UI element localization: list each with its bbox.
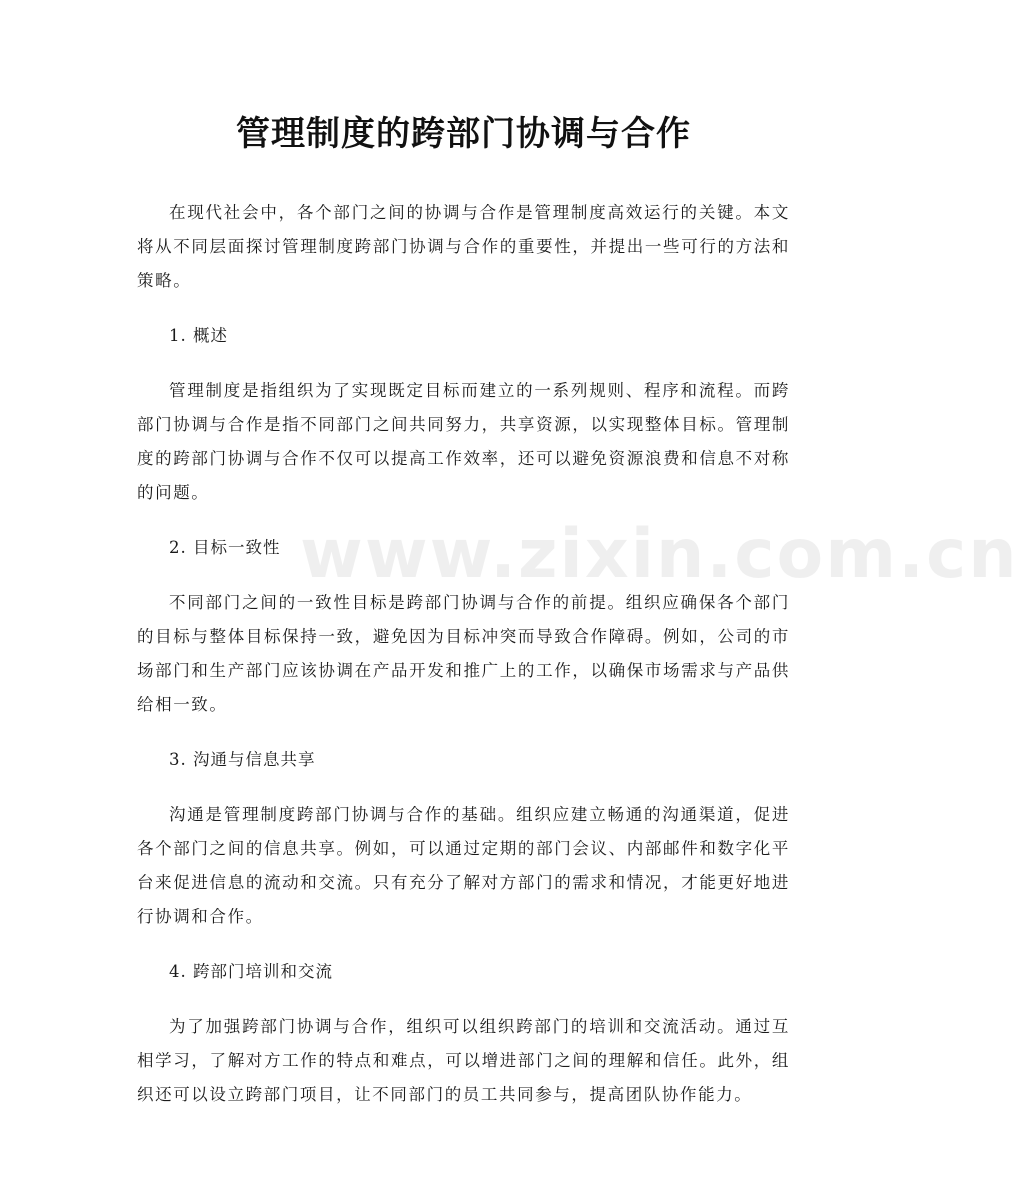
section-training <box>137 955 790 1112</box>
page-title: 管理制度的跨部门协调与合作 <box>236 114 691 154</box>
section-heading: 1. 概述 <box>169 326 228 345</box>
section-heading: 2. 目标一致性 <box>169 538 281 557</box>
section-body: 不同部门之间的一致性目标是跨部门协调与合作的前提。组织应确保各个部门的目标与整体目标保持一致，避免因为目标冲突而导致合作障碍。例如，公司的市场部门和生产部门应该协调在产品开发和推广上的工作，以确保市场需求与产品供给相一致。 <box>137 593 790 714</box>
section-body: 沟通是管理制度跨部门协调与合作的基础。组织应建立畅通的沟通渠道，促进各个部门之间的信息共享。例如，可以通过定期的部门会议、内部邮件和数字化平台来促进信息的流动和交流。只有充分了解对方部门的需求和情况，才能更好地进行协调和合作。 <box>137 805 790 926</box>
section-body: 为了加强跨部门协调与合作，组织可以组织跨部门的培训和交流活动。通过互相学习，了解对方工作的特点和难点，可以增进部门之间的理解和信任。此外，组织还可以设立跨部门项目，让不同部门的员工共同参与，提高团队协作能力。 <box>137 1017 790 1104</box>
section-body: 管理制度是指组织为了实现既定目标而建立的一系列规则、程序和流程。而跨部门协调与合作是指不同部门之间共同努力，共享资源，以实现整体目标。管理制度的跨部门协调与合作不仅可以提高工作效率，还可以避免资源浪费和信息不对称的问题。 <box>137 381 790 502</box>
section-communication <box>137 743 790 934</box>
intro-paragraph: 在现代社会中，各个部门之间的协调与合作是管理制度高效运行的关键。本文将从不同层面探讨管理制度跨部门协调与合作的重要性，并提出一些可行的方法和策略。 <box>137 203 790 290</box>
section-goal-consistency <box>137 531 790 722</box>
watermark: www.zixin.com.cn <box>300 515 1019 594</box>
section-heading: 4. 跨部门培训和交流 <box>169 962 333 981</box>
section-heading: 3. 沟通与信息共享 <box>169 750 316 769</box>
section-overview <box>137 319 790 510</box>
